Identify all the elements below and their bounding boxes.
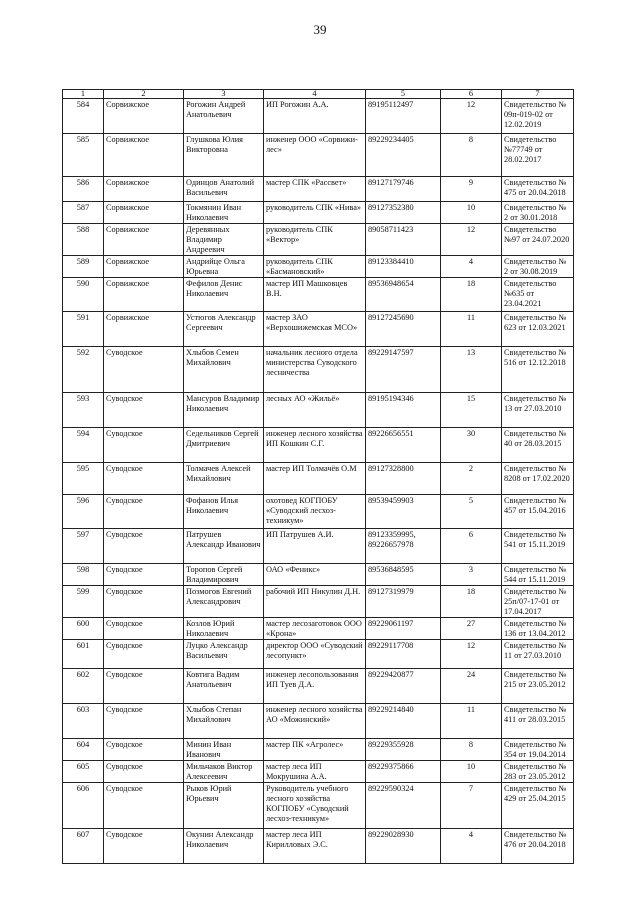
person-name: Окунин Александр Николаевич bbox=[184, 829, 264, 864]
district-cell: Сорвижское bbox=[104, 177, 184, 202]
certificate-cell: Свидетельство № 354 от 19.04.2014 bbox=[502, 739, 574, 761]
certificate-cell: Свидетельство № 544 от 15.11.2019 bbox=[502, 564, 574, 586]
phone-cell: 89229590324 bbox=[366, 783, 441, 829]
person-name: Андрийце Ольга Юрьевна bbox=[184, 256, 264, 278]
certificate-cell: Свидетельство № 429 от 25.04.2015 bbox=[502, 783, 574, 829]
table-row bbox=[63, 669, 574, 704]
district-cell: Суводское bbox=[104, 761, 184, 783]
row-number: 588 bbox=[63, 224, 104, 256]
certificate-cell: Свидетельство №77749 от 28.02.2017 bbox=[502, 134, 574, 177]
position-cell: мастер лесозаготовок ООО «Крона» bbox=[264, 618, 366, 640]
experience-cell: 4 bbox=[441, 829, 502, 864]
district-cell: Суводское bbox=[104, 739, 184, 761]
experience-cell: 7 bbox=[441, 783, 502, 829]
row-number: 590 bbox=[63, 278, 104, 312]
district-cell: Сорвижское bbox=[104, 134, 184, 177]
experience-cell: 4 bbox=[441, 256, 502, 278]
person-name: Глушкова Юлия Викторовна bbox=[184, 134, 264, 177]
position-cell: руководитель СПК «Вектор» bbox=[264, 224, 366, 256]
experience-cell: 30 bbox=[441, 428, 502, 463]
row-number: 586 bbox=[63, 177, 104, 202]
experience-cell: 8 bbox=[441, 134, 502, 177]
experience-cell: 10 bbox=[441, 202, 502, 224]
district-cell: Суводское bbox=[104, 669, 184, 704]
experience-cell: 11 bbox=[441, 704, 502, 739]
experience-cell: 12 bbox=[441, 99, 502, 134]
column-number: 4 bbox=[264, 90, 366, 99]
phone-cell: 89226656551 bbox=[366, 428, 441, 463]
district-cell: Суводское bbox=[104, 640, 184, 669]
certificate-cell: Свидетельство №97 от 24.07.2020 bbox=[502, 224, 574, 256]
position-cell: ИП Рогожин А.А. bbox=[264, 99, 366, 134]
person-name: Торопов Сергей Владимирович bbox=[184, 564, 264, 586]
table-row bbox=[63, 783, 574, 829]
person-name: Рыков Юрий Юрьевич bbox=[184, 783, 264, 829]
column-number: 7 bbox=[502, 90, 574, 99]
column-number: 1 bbox=[63, 90, 104, 99]
table-row bbox=[63, 640, 574, 669]
phone-cell: 89229375866 bbox=[366, 761, 441, 783]
experience-cell: 6 bbox=[441, 529, 502, 564]
district-cell: Сорвижское bbox=[104, 224, 184, 256]
table-row bbox=[63, 347, 574, 393]
position-cell: мастер СПК «Рассвет» bbox=[264, 177, 366, 202]
position-cell: ИП Патрушев А.И. bbox=[264, 529, 366, 564]
district-cell: Суводское bbox=[104, 704, 184, 739]
position-cell: ОАО «Феникс» bbox=[264, 564, 366, 586]
phone-cell: 89229214840 bbox=[366, 704, 441, 739]
phone-cell: 89229028930 bbox=[366, 829, 441, 864]
row-number: 596 bbox=[63, 495, 104, 529]
phone-cell: 89195194346 bbox=[366, 393, 441, 428]
table-row bbox=[63, 529, 574, 564]
table-row bbox=[63, 312, 574, 347]
row-number: 603 bbox=[63, 704, 104, 739]
row-number: 594 bbox=[63, 428, 104, 463]
phone-cell: 89229355928 bbox=[366, 739, 441, 761]
district-cell: Сорвижское bbox=[104, 278, 184, 312]
person-name: Хлыбов Степан Михайлович bbox=[184, 704, 264, 739]
experience-cell: 12 bbox=[441, 640, 502, 669]
district-cell: Суводское bbox=[104, 393, 184, 428]
certificate-cell: Свидетельство № 457 от 15.04.2016 bbox=[502, 495, 574, 529]
experience-cell: 5 bbox=[441, 495, 502, 529]
position-cell: мастер ПК «Агролес» bbox=[264, 739, 366, 761]
experience-cell: 10 bbox=[441, 761, 502, 783]
certificate-cell: Свидетельство № 623 от 12.03.2021 bbox=[502, 312, 574, 347]
person-name: Ковтига Вадим Анатольевич bbox=[184, 669, 264, 704]
position-cell: начальник лесного отдела министерства Суводского лесничества bbox=[264, 347, 366, 393]
table-row bbox=[63, 463, 574, 495]
row-number: 598 bbox=[63, 564, 104, 586]
person-name: Фефилов Денис Николаевич bbox=[184, 278, 264, 312]
position-cell: инженер ООО «Сорвижи-лес» bbox=[264, 134, 366, 177]
certificate-cell: Свидетельство № 11 от 27.03.2010 bbox=[502, 640, 574, 669]
experience-cell: 13 bbox=[441, 347, 502, 393]
certificate-cell: Свидетельство № 2 от 30.01.2018 bbox=[502, 202, 574, 224]
phone-cell: 89195112497 bbox=[366, 99, 441, 134]
column-number: 3 bbox=[184, 90, 264, 99]
certificate-cell: Свидетельство № 215 от 23.05.2012 bbox=[502, 669, 574, 704]
phone-cell: 89127319979 bbox=[366, 586, 441, 618]
experience-cell: 3 bbox=[441, 564, 502, 586]
position-cell: Руководитель учебного лесного хозяйства КОГПОБУ «Суводский лесхоз-техникум» bbox=[264, 783, 366, 829]
table-row bbox=[63, 761, 574, 783]
experience-cell: 9 bbox=[441, 177, 502, 202]
person-name: Козлов Юрий Николаевич bbox=[184, 618, 264, 640]
person-name: Луцко Александр Васильевич bbox=[184, 640, 264, 669]
district-cell: Суводское bbox=[104, 618, 184, 640]
phone-cell: 89229234405 bbox=[366, 134, 441, 177]
position-cell: мастер ИП Толмачёв О.М bbox=[264, 463, 366, 495]
table-row bbox=[63, 564, 574, 586]
page-number: 39 bbox=[313, 22, 327, 37]
phone-cell: 89123384410 bbox=[366, 256, 441, 278]
district-cell: Суводское bbox=[104, 586, 184, 618]
table-row bbox=[63, 278, 574, 312]
phone-cell: 89127179746 bbox=[366, 177, 441, 202]
position-cell: мастер ЗАО «Верхошижемская МСО» bbox=[264, 312, 366, 347]
experience-cell: 8 bbox=[441, 739, 502, 761]
position-cell: мастер леса ИП Кирилловых Э.С. bbox=[264, 829, 366, 864]
row-number: 595 bbox=[63, 463, 104, 495]
certificate-cell: Свидетельство № 25п/07-17-01 от 17.04.2017 bbox=[502, 586, 574, 618]
position-cell: инженер лесопользования ИП Туев Д.А. bbox=[264, 669, 366, 704]
position-cell: инженер лесного хозяйства АО «Можинский» bbox=[264, 704, 366, 739]
table-row bbox=[63, 256, 574, 278]
table-row bbox=[63, 428, 574, 463]
table-row bbox=[63, 618, 574, 640]
district-cell: Суводское bbox=[104, 829, 184, 864]
column-number: 2 bbox=[104, 90, 184, 99]
row-number: 589 bbox=[63, 256, 104, 278]
registry-table bbox=[62, 89, 574, 864]
experience-cell: 11 bbox=[441, 312, 502, 347]
phone-cell: 89058711423 bbox=[366, 224, 441, 256]
person-name: Рогожин Андрей Анатольевич bbox=[184, 99, 264, 134]
district-cell: Суводское bbox=[104, 428, 184, 463]
phone-cell: 89536848595 bbox=[366, 564, 441, 586]
column-number-row bbox=[63, 90, 574, 99]
person-name: Патрушев Александр Иванович bbox=[184, 529, 264, 564]
certificate-cell: Свидетельство № 516 от 12.12.2018 bbox=[502, 347, 574, 393]
row-number: 585 bbox=[63, 134, 104, 177]
experience-cell: 18 bbox=[441, 278, 502, 312]
certificate-cell: Свидетельство № 8208 от 17.02.2020 bbox=[502, 463, 574, 495]
experience-cell: 27 bbox=[441, 618, 502, 640]
experience-cell: 15 bbox=[441, 393, 502, 428]
phone-cell: 89127245690 bbox=[366, 312, 441, 347]
person-name: Мильчаков Виктор Алексеевич bbox=[184, 761, 264, 783]
table-row bbox=[63, 586, 574, 618]
district-cell: Сорвижское bbox=[104, 202, 184, 224]
district-cell: Сорвижское bbox=[104, 256, 184, 278]
certificate-cell: Свидетельство № 541 от 15.11.2019 bbox=[502, 529, 574, 564]
person-name: Деревянных Владимир Андреевич bbox=[184, 224, 264, 256]
table-row bbox=[63, 739, 574, 761]
table-row bbox=[63, 177, 574, 202]
person-name: Толмачев Алексей Михайлович bbox=[184, 463, 264, 495]
certificate-cell: Свидетельство № 475 от 20.04.2018 bbox=[502, 177, 574, 202]
phone-cell: 89123359995, 89226657978 bbox=[366, 529, 441, 564]
district-cell: Суводское bbox=[104, 495, 184, 529]
row-number: 599 bbox=[63, 586, 104, 618]
phone-cell: 89127328800 bbox=[366, 463, 441, 495]
phone-cell: 89539459903 bbox=[366, 495, 441, 529]
person-name: Минин Иван Иванович bbox=[184, 739, 264, 761]
certificate-cell: Свидетельство № 283 от 23.05.2012 bbox=[502, 761, 574, 783]
row-number: 602 bbox=[63, 669, 104, 704]
row-number: 592 bbox=[63, 347, 104, 393]
phone-cell: 89229061197 bbox=[366, 618, 441, 640]
district-cell: Суводское bbox=[104, 564, 184, 586]
row-number: 607 bbox=[63, 829, 104, 864]
table-row bbox=[63, 224, 574, 256]
experience-cell: 12 bbox=[441, 224, 502, 256]
position-cell: лесных АО «Жильё» bbox=[264, 393, 366, 428]
person-name: Седельников Сергей Дмитриевич bbox=[184, 428, 264, 463]
column-number: 5 bbox=[366, 90, 441, 99]
position-cell: мастер леса ИП Мокрушина А.А. bbox=[264, 761, 366, 783]
position-cell: охотовед КОГПОБУ «Суводский лесхоз-техникум» bbox=[264, 495, 366, 529]
row-number: 604 bbox=[63, 739, 104, 761]
phone-cell: 89536948654 bbox=[366, 278, 441, 312]
phone-cell: 89229147597 bbox=[366, 347, 441, 393]
certificate-cell: Свидетельство № 40 от 28.03.2015 bbox=[502, 428, 574, 463]
phone-cell: 89229117708 bbox=[366, 640, 441, 669]
district-cell: Суводское bbox=[104, 783, 184, 829]
certificate-cell: Свидетельство № 411 от 28.03.2015 bbox=[502, 704, 574, 739]
table-row bbox=[63, 202, 574, 224]
person-name: Фофанов Илья Николаевич bbox=[184, 495, 264, 529]
row-number: 605 bbox=[63, 761, 104, 783]
certificate-cell: Свидетельство № 476 от 20.04.2018 bbox=[502, 829, 574, 864]
position-cell: руководитель СПК «Басмановский» bbox=[264, 256, 366, 278]
person-name: Хлыбов Семен Михайлович bbox=[184, 347, 264, 393]
row-number: 597 bbox=[63, 529, 104, 564]
row-number: 600 bbox=[63, 618, 104, 640]
district-cell: Суводское bbox=[104, 529, 184, 564]
district-cell: Суводское bbox=[104, 347, 184, 393]
position-cell: руководитель СПК «Нива» bbox=[264, 202, 366, 224]
experience-cell: 24 bbox=[441, 669, 502, 704]
phone-cell: 89127352380 bbox=[366, 202, 441, 224]
row-number: 601 bbox=[63, 640, 104, 669]
position-cell: инженер лесного хозяйства ИП Кошкин С.Г. bbox=[264, 428, 366, 463]
row-number: 606 bbox=[63, 783, 104, 829]
certificate-cell: Свидетельство № 2 от 30.08.2019 bbox=[502, 256, 574, 278]
position-cell: мастер ИП Машковцев В.Н. bbox=[264, 278, 366, 312]
certificate-cell: Свидетельство № 09п-019-02 от 12.02.2019 bbox=[502, 99, 574, 134]
table-row bbox=[63, 134, 574, 177]
column-number: 6 bbox=[441, 90, 502, 99]
position-cell: директор ООО «Суводский лесопункт» bbox=[264, 640, 366, 669]
table-row bbox=[63, 99, 574, 134]
experience-cell: 18 bbox=[441, 586, 502, 618]
table-row bbox=[63, 704, 574, 739]
person-name: Позмогов Евгений Александрович bbox=[184, 586, 264, 618]
district-cell: Сорвижское bbox=[104, 312, 184, 347]
certificate-cell: Свидетельство № 136 от 13.04.2012 bbox=[502, 618, 574, 640]
experience-cell: 2 bbox=[441, 463, 502, 495]
table-row bbox=[63, 495, 574, 529]
table-row bbox=[63, 393, 574, 428]
certificate-cell: Свидетельство № 13 от 27.03.2010 bbox=[502, 393, 574, 428]
certificate-cell: Свидетельство №635 от 23.04.2021 bbox=[502, 278, 574, 312]
position-cell: рабочий ИП Никулин Д.Н. bbox=[264, 586, 366, 618]
person-name: Токмянин Иван Николаевич bbox=[184, 202, 264, 224]
table-row bbox=[63, 829, 574, 864]
person-name: Одинцов Анатолий Васильевич bbox=[184, 177, 264, 202]
district-cell: Сорвижское bbox=[104, 99, 184, 134]
person-name: Устюгов Александр Сергеевич bbox=[184, 312, 264, 347]
phone-cell: 89229420877 bbox=[366, 669, 441, 704]
row-number: 587 bbox=[63, 202, 104, 224]
row-number: 593 bbox=[63, 393, 104, 428]
person-name: Мансуров Владимир Николаевич bbox=[184, 393, 264, 428]
row-number: 584 bbox=[63, 99, 104, 134]
district-cell: Суводское bbox=[104, 463, 184, 495]
row-number: 591 bbox=[63, 312, 104, 347]
